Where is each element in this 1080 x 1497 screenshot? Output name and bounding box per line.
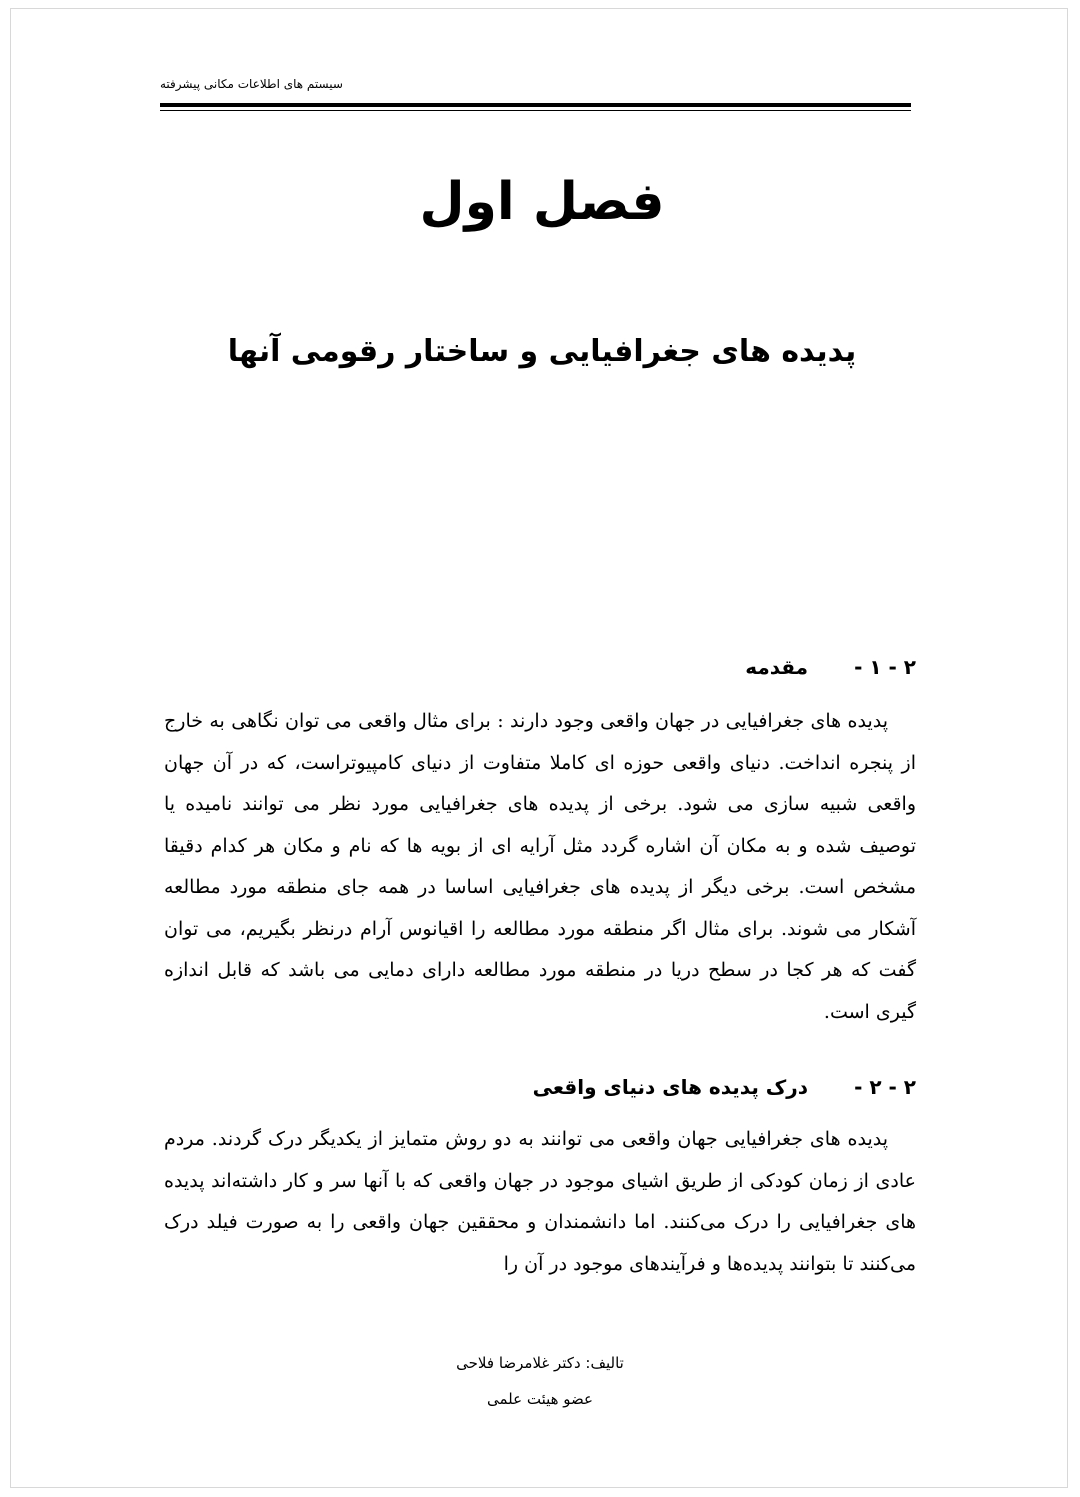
body-paragraph-introduction: پدیده های جغرافیایی در جهان واقعی وجود دارند : برای مثال واقعی می توان نگاهی به خارج از پنجره انداخت. دنیای واقعی حوزه ای کاملا متفاوت از دنیای کامپیوتراست، که در آن جهان واقعی شبیه سازی می شود. برخی از پدیده های جغرافیایی مورد نظر می توانند نامیده یا توصیف شده و به مکان آن اشاره گردد مثل آرایه ای از بویه ها که نام و مکان هر کدام دقیقا مشخص است. برخی دیگر از پدیده های جغرافیایی اساسا در همه جای منطقه مورد مطالعه آشکار می شوند. برای مثال اگر منطقه مورد مطالعه را اقیانوس آرام درنظر بگیریم، می توان گفت که هر کجا در سطح دریا در منطقه مورد مطالعه دارای دمایی می باشد که قابل اندازه گیری است.	[164, 710, 916, 1023]
header-rule-thick	[160, 103, 911, 107]
section-number: ۲ - ۱ -	[854, 655, 916, 679]
section-number: ۲ - ۲ -	[854, 1075, 916, 1099]
running-header: سیستم های اطلاعات مکانی پیشرفته	[160, 77, 343, 91]
chapter-subtitle: پدیده های جغرافیایی و ساختار رقومی آنها	[227, 334, 857, 369]
header-rule-thin	[160, 110, 911, 111]
section-title: مقدمه	[745, 655, 809, 679]
section-title: درک پدیده های دنیای واقعی	[532, 1075, 809, 1099]
section-heading-introduction	[160, 652, 916, 682]
section-heading-perception	[160, 1072, 916, 1102]
chapter-title: فصل اول	[419, 172, 665, 232]
footer-role: عضو هیئت علمی	[486, 1390, 594, 1408]
footer-author: تالیف: دکتر غلامرضا فلاحی	[456, 1354, 624, 1372]
body-paragraph-perception: پدیده های جغرافیایی جهان واقعی می توانند به دو روش متمایز از یکدیگر درک گردند. مردم عادی از زمان کودکی از طریق اشیای موجود در جهان واقعی که با آنها سر و کار داشته‌اند پدیده های جغرافیایی را درک می‌کنند. اما دانشمندان و محققین جهان واقعی را به صورت فیلد درک می‌کنند تا بتوانند پدیده‌ها و فرآیندهای موجود در آن را	[164, 1128, 916, 1275]
